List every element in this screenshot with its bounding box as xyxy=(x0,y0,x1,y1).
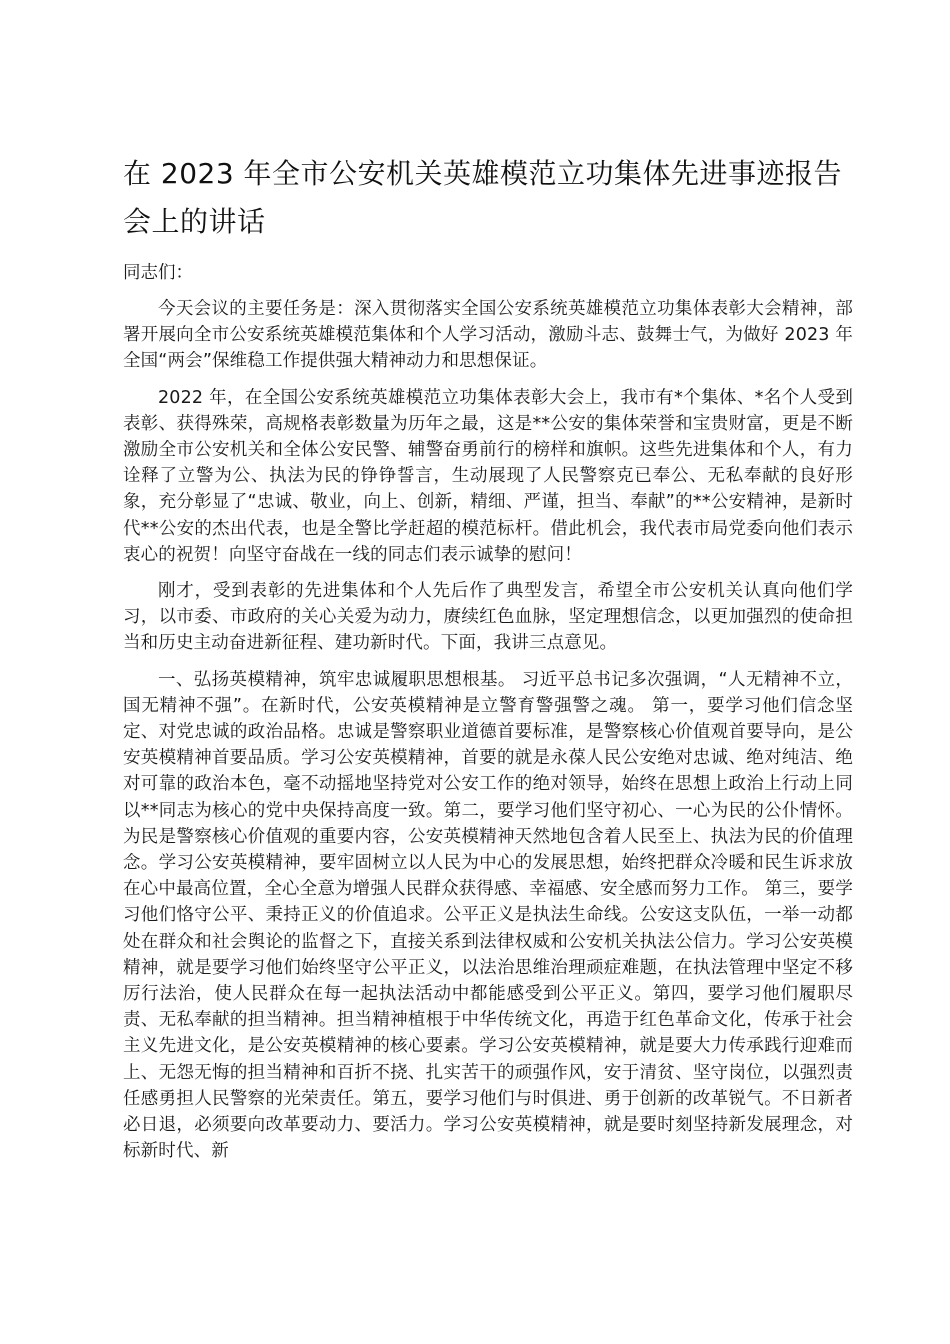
paragraph-commendation: 2022 年，在全国公安系统英雄模范立功集体表彰大会上，我市有*个集体、*名个人受到表彰、获得殊荣，高规格表彰数量为历年之最，这是**公安的集体荣誉和宝贵财富，更是不断激励全市公安机关和全体公安民警、辅警奋勇前行的榜样和旗帜。这些先进集体和个人，有力诠释了立警为公、执法为民的铮铮誓言，生动展现了人民警察克已奉公、无私奉献的良好形象，充分彰显了“忠诚、敬业，向上、创新，精细、严谨，担当、奉献”的**公安精神，是新时代**公安的杰出代表，也是全警比学赶超的模范标杆。借此机会，我代表市局党委向他们表示衷心的祝贺！向坚守奋战在一线的同志们表示诚挚的慰问！ xyxy=(123,387,853,565)
document-title: 在 2023 年全市公安机关英雄模范立功集体先进事迹报告会上的讲话 xyxy=(123,157,843,238)
paragraph-point-one: 一、弘扬英模精神，筑牢忠诚履职思想根基。 习近平总书记多次强调，“人无精神不立，国无精神不强”。在新时代，公安英模精神是立警育警强警之魂。 第一，要学习他们信念坚定、对党忠诚的政治品格。忠诚是警察职业道德首要标准，是警察核心价值观首要导向，是公安英模精神首要品质。学习公安英模精神，首要的就是永葆人民公安绝对忠诚、绝对纯洁、绝对可靠的政治本色，毫不动摇地坚持党对公安工作的绝对领导，始终在思想上政治上行动上同以**同志为核心的党中央保持高度一致。第二，要学习他们坚守初心、一心为民的公仆情怀。为民是警察核心价值观的重要内容，公安英模精神天然地包含着人民至上、执法为民的价值理念。学习公安英模精神，要牢固树立以人民为中心的发展思想，始终把群众冷暖和民生诉求放在心中最高位置，全心全意为增强人民群众获得感、幸福感、安全感而努力工作。 第三，要学习他们恪守公平、秉持正义的价值追求。公平正义是执法生命线。公安这支队伍，一举一动都处在群众和社会舆论的监督之下，直接关系到法律权威和公安机关执法公信力。学习公安英模精神，就是要学习他们始终坚守公平正义，以法治思维治理顽症难题，在执法管理中坚定不移厉行法治，使人民群众在每一起执法活动中都能感受到公平正义。第四，要学习他们履职尽责、无私奉献的担当精神。担当精神植根于中华传统文化，再造于红色革命文化，传承于社会主义先进文化，是公安英模精神的核心要素。学习公安英模精神，就是要大力传承践行迎难而上、无怨无悔的担当精神和百折不挠、扎实苦干的顽强作风，安于清贫、坚守岗位，以强烈责任感勇担人民警察的光荣责任。第五，要学习他们与时俱进、勇于创新的改革锐气。不日新者必日退，必须要向改革要动力、要活力。学习公安英模精神，就是要时刻坚持新发展理念，对标新时代、新 xyxy=(123,669,853,1162)
paragraph-intro: 今天会议的主要任务是：深入贯彻落实全国公安系统英雄模范立功集体表彰大会精神，部署开展向全市公安系统英雄模范集体和个人学习活动，激励斗志、鼓舞士气，为做好 2023 年全国“两会”保维稳工作提供强大精神动力和思想保证。 xyxy=(123,299,853,372)
document-body xyxy=(123,150,853,1165)
salutation: 同志们： xyxy=(123,263,193,283)
paragraph-remarks: 刚才，受到表彰的先进集体和个人先后作了典型发言，希望全市公安机关认真向他们学习，以市委、市政府的关心关爱为动力，赓续红色血脉，坚定理想信念，以更加强烈的使命担当和历史主动奋进新征程、建功新时代。下面，我讲三点意见。 xyxy=(123,581,853,654)
